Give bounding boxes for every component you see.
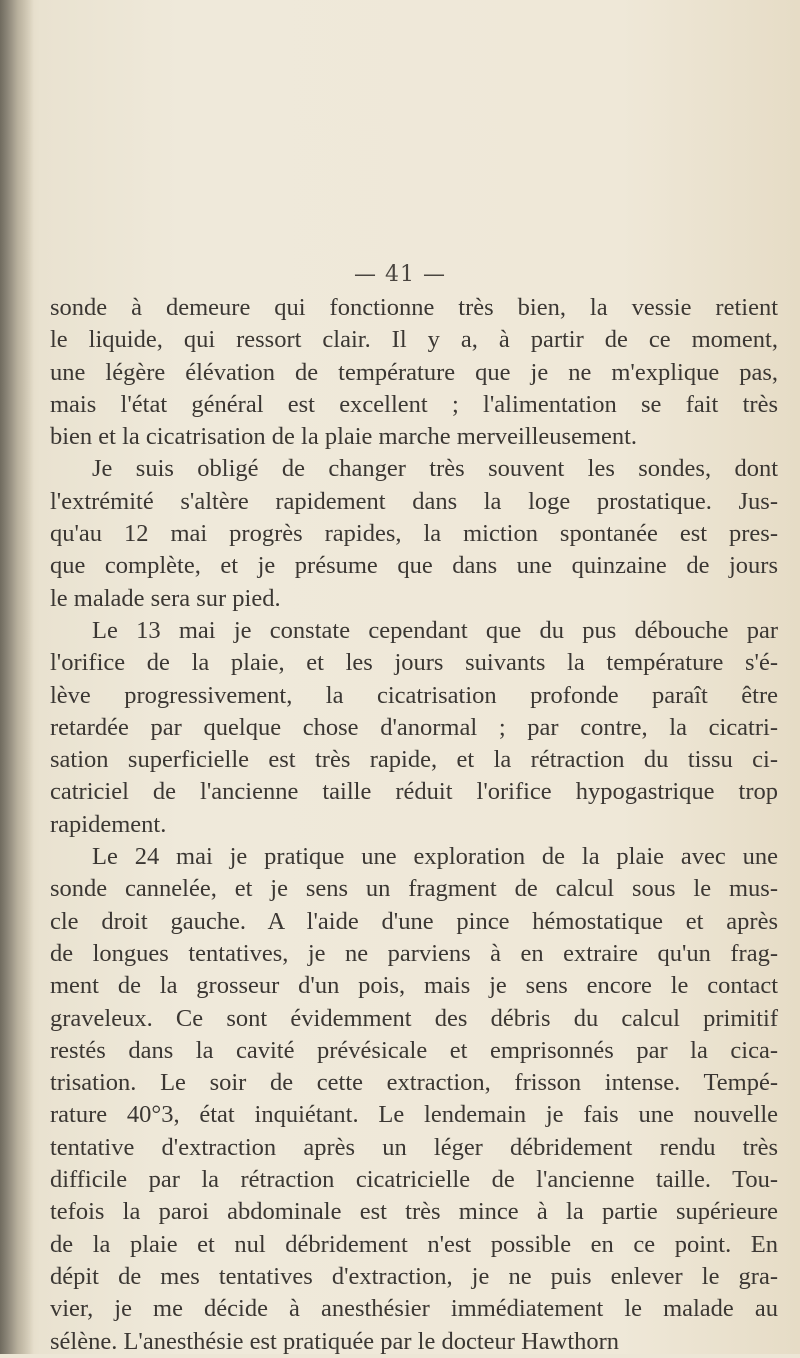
text-line: Le 13 mai je constate cependant que du pus débouche par [92,616,778,644]
body-text [50,292,778,1358]
paragraph [50,453,778,614]
text-line: bien et la cicatrisation de la plaie marche merveilleusement. [50,423,638,451]
text-line: tefois la paroi abdominale est très mince à la partie supérieure [50,1198,778,1226]
text-line: une légère élévation de température que je ne m'explique pas, [50,358,778,386]
text-line: l'extrémité s'altère rapidement dans la loge prostatique. Jus- [50,487,778,515]
text-line: catriciel de l'ancienne taille réduit l'orifice hypogastrique trop [50,778,778,806]
text-line: retardée par quelque chose d'anormal ; par contre, la cicatri- [50,713,778,741]
text-line: de la plaie et nul débridement n'est possible en ce point. En [50,1230,778,1258]
text-line: lève progressivement, la cicatrisation profonde paraît être [50,681,778,709]
text-line: de longues tentatives, je ne parviens à en extraire qu'un frag- [50,939,778,967]
paragraph [50,292,778,453]
text-line: rature 40°3, état inquiétant. Le lendemain je fais une nouvelle [50,1101,778,1129]
text-line: mais l'état général est excellent ; l'alimentation se fait très [50,390,778,418]
text-line: graveleux. Ce sont évidemment des débris du calcul primitif [50,1004,778,1032]
text-line: tentative d'extraction après un léger débridement rendu très [50,1133,778,1161]
text-line: trisation. Le soir de cette extraction, frisson intense. Tempé- [50,1069,778,1097]
text-line: que complète, et je présume que dans une quinzaine de jours [50,552,778,580]
text-line: Je suis obligé de changer très souvent les sondes, dont [92,455,778,483]
text-line: difficile par la rétraction cicatricielle de l'ancienne taille. Tou- [50,1166,778,1194]
text-line: restés dans la cavité prévésicale et emprisonnés par la cica- [50,1036,778,1064]
binding-shadow [0,0,34,1354]
text-line: Le 24 mai je pratique une exploration de la plaie avec une [92,843,778,871]
paragraph-container [50,292,778,1358]
text-line: vier, je me décide à anesthésier immédiatement le malade au [50,1295,778,1323]
text-line: cle droit gauche. A l'aide d'une pince hémostatique et après [50,907,778,935]
page-number: — 41 — [354,262,446,287]
text-line: ment de la grosseur d'un pois, mais je sens encore le contact [50,972,778,1000]
paragraph [50,615,778,841]
text-line: l'orifice de la plaie, et les jours suivants la température s'é- [50,649,778,677]
text-line: le malade sera sur pied. [50,584,281,612]
text-line: sonde cannelée, et je sens un fragment de calcul sous le mus- [50,875,778,903]
text-line: dépit de mes tentatives d'extraction, je ne puis enlever le gra- [50,1262,778,1290]
text-line: sation superficielle est très rapide, et la rétraction du tissu ci- [50,746,778,774]
text-line: le liquide, qui ressort clair. Il y a, à partir de ce moment, [50,326,778,354]
paragraph [50,841,778,1358]
text-line: rapidement. [50,810,167,838]
text-line: qu'au 12 mai progrès rapides, la miction spontanée est pres- [50,520,778,548]
text-line: sonde à demeure qui fonctionne très bien, la vessie retient [50,294,778,321]
text-line: sélène. L'anesthésie est pratiquée par le docteur Hawthorn [50,1327,620,1355]
